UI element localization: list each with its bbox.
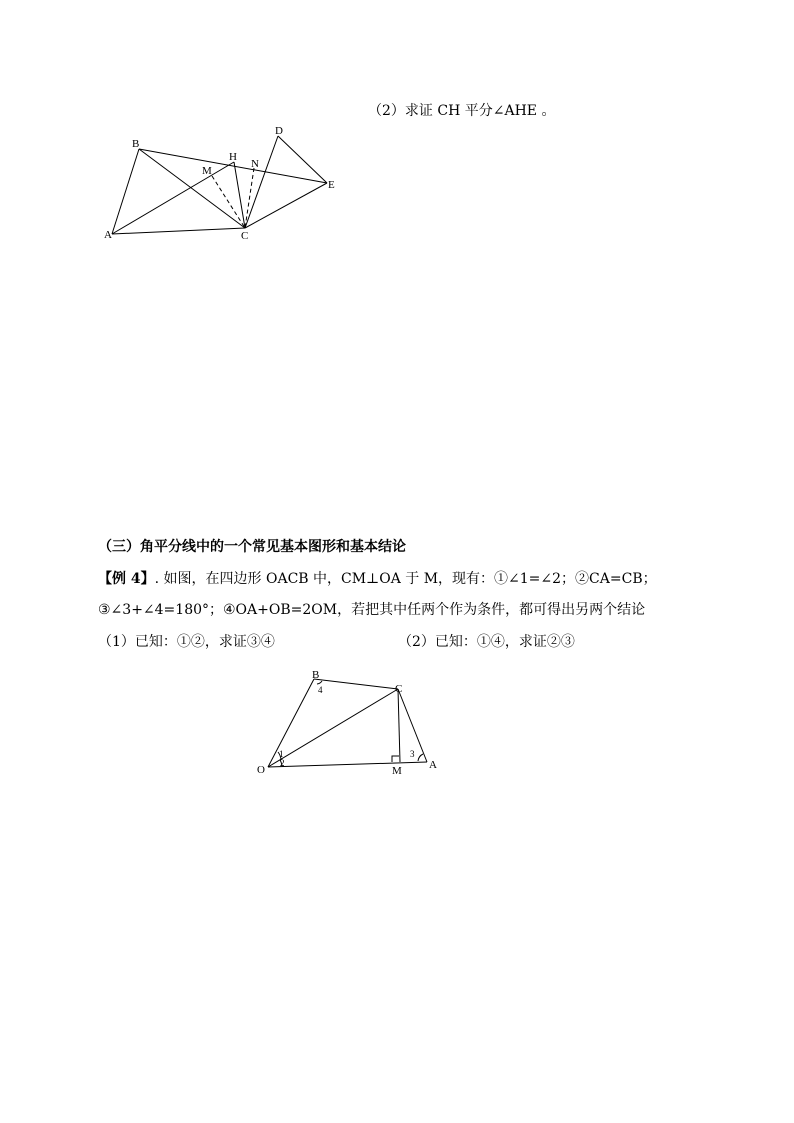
segment-BC [139, 149, 245, 228]
segment-AH [112, 162, 234, 234]
problem-part2-text: （2）求证 CH 平分∠AHE 。 [368, 103, 556, 119]
label-C2: C [395, 683, 403, 695]
example-4-line2: ③∠3+∠4=180°；④OA+OB=2OM，若把其中任两个作为条件，都可得出另两个结论 [98, 602, 646, 618]
example-text-1: . 如图，在四边形 OACB 中，CM⊥OA 于 M，现有：①∠1=∠2；②CA=CB； [154, 571, 657, 587]
example-4-line1 [98, 571, 657, 587]
angle-label-2: 2 [280, 758, 285, 768]
angle-label-3: 3 [410, 749, 415, 759]
segment-OB [268, 679, 314, 767]
label-M2: M [392, 765, 402, 777]
segment-CA [398, 689, 427, 762]
label-B2: B [312, 669, 320, 681]
label-D: D [275, 125, 283, 137]
segment-AC [112, 228, 245, 234]
segment-OA [268, 762, 427, 767]
segment-DE [278, 136, 327, 183]
segment-DC [245, 136, 278, 228]
label-E: E [328, 179, 335, 191]
example-tag: 【例 4】 [98, 571, 155, 587]
section-heading: （三）角平分线中的一个常见基本图形和基本结论 [98, 539, 406, 555]
label-A: A [104, 229, 112, 241]
segment-AB [112, 149, 139, 234]
part1-text: （1）已知：①②，求证③④ [98, 634, 275, 650]
label-H: H [229, 151, 237, 163]
angle-arc-1 [278, 752, 281, 760]
segment-MC-dashed [212, 176, 245, 228]
label-C: C [241, 230, 249, 242]
segment-NC-dashed [245, 168, 254, 228]
label-A2: A [429, 759, 437, 771]
angle-label-4: 4 [318, 685, 323, 695]
label-M: M [202, 165, 212, 177]
angle-arc-2 [280, 760, 282, 766]
part2-text: （2）已知：①④，求证②③ [398, 634, 575, 650]
label-O: O [257, 764, 265, 776]
segment-OC [268, 689, 398, 767]
segment-BE [139, 149, 327, 183]
angle-arc-3 [418, 754, 423, 761]
angle-arc-4 [317, 681, 322, 684]
label-B: B [132, 138, 140, 150]
segment-CM [398, 689, 400, 762]
segment-HC [234, 162, 245, 228]
angle-label-1: 1 [279, 749, 284, 759]
right-angle-mark-M [392, 756, 399, 762]
label-N: N [251, 158, 259, 170]
segment-BC [314, 679, 398, 689]
segment-CE [245, 183, 327, 228]
